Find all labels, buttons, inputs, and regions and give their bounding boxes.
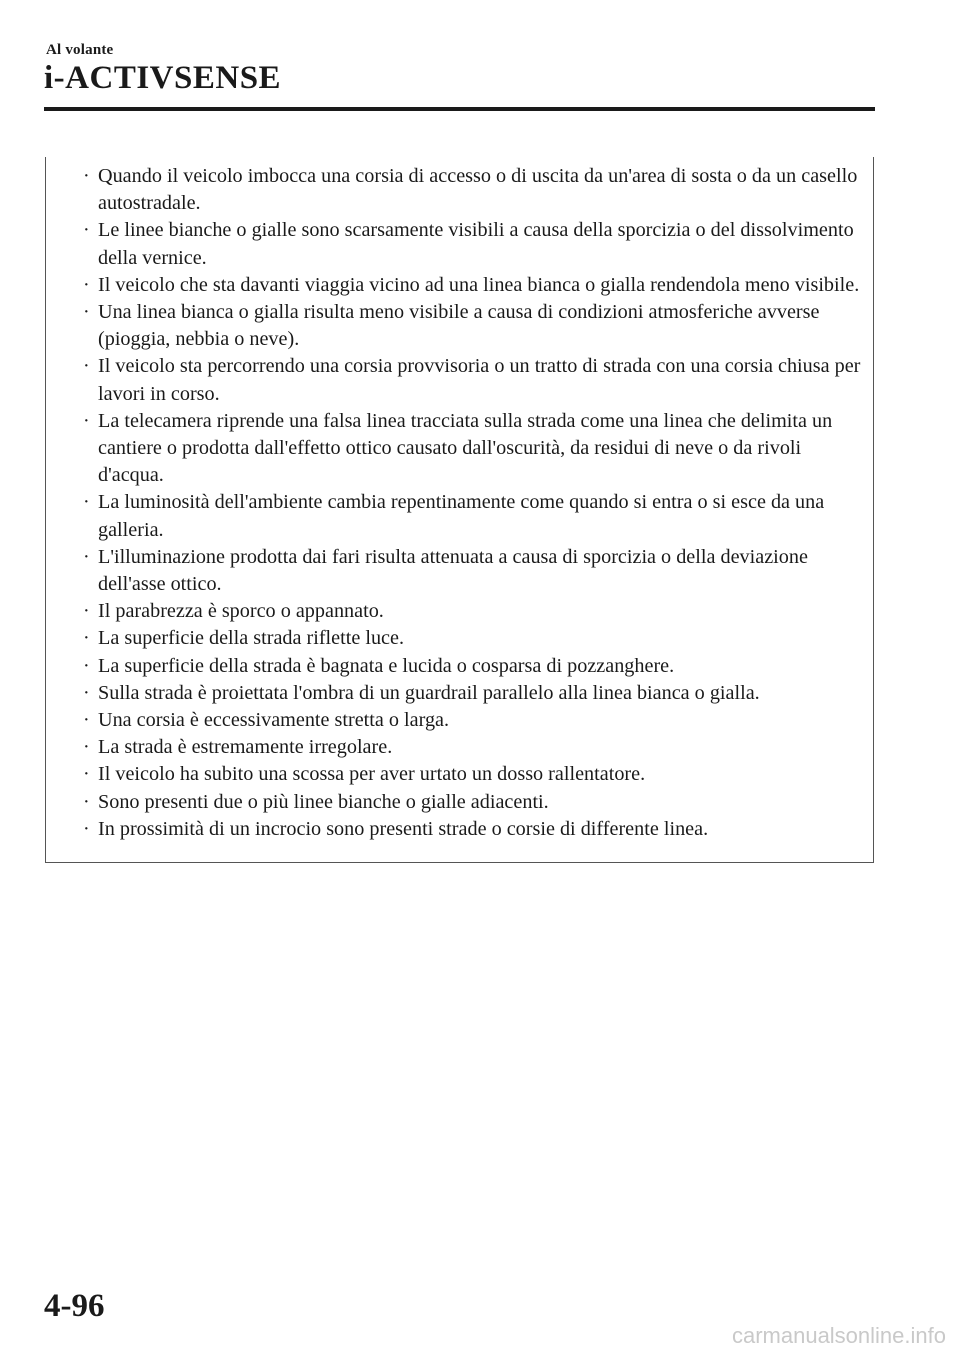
- list-item-text: Le linee bianche o gialle sono scarsamente visibili a causa della sporcizia o del dissolvimento della vernice.: [98, 219, 854, 269]
- bullet-icon: ·: [83, 681, 90, 704]
- bullet-icon: ·: [83, 491, 90, 514]
- list-item: [81, 816, 861, 843]
- bullet-icon: ·: [83, 545, 90, 568]
- list-item: [81, 761, 861, 788]
- header-rule: [44, 107, 875, 111]
- bullet-icon: ·: [83, 654, 90, 677]
- list-item-text: Una corsia è eccessivamente stretta o larga.: [98, 709, 450, 732]
- section-label: Al volante: [46, 42, 114, 58]
- list-item-text: Sulla strada è proiettata l'ombra di un guardrail parallelo alla linea bianca o gialla.: [98, 681, 760, 704]
- content-box: [45, 157, 874, 863]
- bullet-icon: ·: [83, 219, 90, 242]
- list-item: [81, 353, 861, 407]
- list-item: [81, 680, 861, 707]
- bullet-icon: ·: [83, 409, 90, 432]
- list-item: [81, 299, 861, 353]
- list-item: [81, 734, 861, 761]
- list-item: [81, 544, 861, 598]
- list-item-text: Il parabrezza è sporco o appannato.: [98, 600, 384, 623]
- bullet-icon: ·: [83, 627, 90, 650]
- list-item-text: La telecamera riprende una falsa linea tracciata sulla strada come una linea che delimita un cantiere o prodotta dall'effetto ottico causato dall'oscurità, da residui di neve o da rivoli d'acqua.: [98, 409, 833, 487]
- list-item: [81, 272, 861, 299]
- bullet-icon: ·: [83, 709, 90, 732]
- list-item-text: La superficie della strada riflette luce.: [98, 627, 405, 650]
- list-item: [81, 707, 861, 734]
- list-item: [81, 489, 861, 543]
- bullet-icon: ·: [83, 165, 90, 187]
- list-item-text: Il veicolo sta percorrendo una corsia provvisoria o un tratto di strada con una corsia chiusa per lavori in corso.: [98, 355, 861, 405]
- list-item-text: La strada è estremamente irregolare.: [98, 736, 393, 759]
- list-item-text: Il veicolo ha subito una scossa per aver urtato un dosso rallentatore.: [98, 763, 646, 786]
- list-item-text: Quando il veicolo imbocca una corsia di accesso o di uscita da un'area di sosta o da un casello autostradale.: [98, 165, 858, 215]
- list-item-text: La superficie della strada è bagnata e lucida o cosparsa di pozzanghere.: [98, 654, 675, 677]
- list-item-text: Il veicolo che sta davanti viaggia vicino ad una linea bianca o gialla rendendola meno visibile.: [98, 273, 860, 296]
- list-item: [81, 598, 861, 625]
- bullet-icon: ·: [83, 301, 90, 324]
- list-item: [81, 653, 861, 680]
- bullet-icon: ·: [83, 736, 90, 759]
- page-number: 4-96: [44, 1288, 105, 1324]
- condition-list: [81, 163, 861, 843]
- list-item-text: In prossimità di un incrocio sono presenti strade o corsie di differente linea.: [98, 817, 709, 840]
- list-item: [81, 408, 861, 490]
- list-item-text: Una linea bianca o gialla risulta meno visibile a causa di condizioni atmosferiche avverse (pioggia, nebbia o neve).: [98, 301, 820, 351]
- list-item-text: Sono presenti due o più linee bianche o gialle adiacenti.: [98, 790, 549, 813]
- chapter-title: i-ACTIVSENSE: [44, 60, 282, 96]
- list-item-text: L'illuminazione prodotta dai fari risulta attenuata a causa di sporcizia o della deviazione dell'asse ottico.: [98, 545, 808, 596]
- watermark[interactable]: carmanualsonline.info: [731, 1323, 946, 1348]
- list-item: [81, 163, 861, 217]
- bullet-icon: ·: [83, 355, 90, 378]
- bullet-icon: ·: [83, 817, 90, 840]
- list-item: [81, 625, 861, 652]
- list-item: [81, 217, 861, 271]
- bullet-icon: ·: [83, 600, 90, 623]
- bullet-icon: ·: [83, 790, 90, 813]
- list-item: [81, 789, 861, 816]
- bullet-icon: ·: [83, 763, 90, 786]
- list-item-text: La luminosità dell'ambiente cambia repentinamente come quando si entra o si esce da una galleria.: [98, 491, 825, 541]
- bullet-icon: ·: [83, 273, 90, 296]
